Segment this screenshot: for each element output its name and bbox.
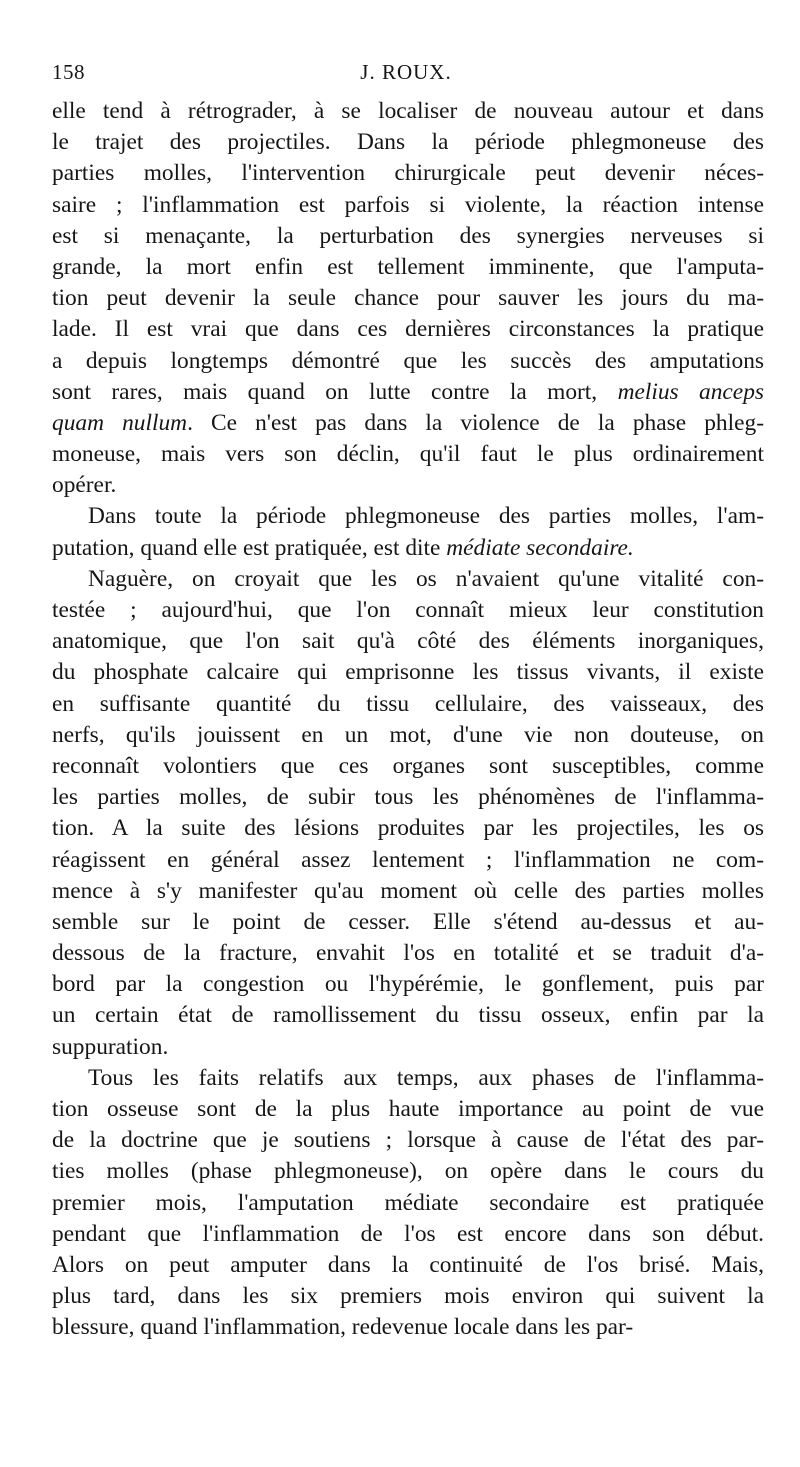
text-line	[52, 1125, 764, 1156]
page-header	[52, 60, 760, 92]
text-line	[52, 1312, 764, 1343]
text-line	[52, 626, 764, 657]
text-run: ties molles (phase phlegmoneuse), on opère dans le cours du	[52, 1158, 764, 1185]
text-line	[52, 1000, 764, 1031]
paragraph	[52, 564, 764, 1063]
text-run: . Ce n'est pas dans la violence de la phase phleg-	[187, 409, 764, 436]
text-line	[52, 845, 764, 876]
text-run: parties molles, l'intervention chirurgicale peut devenir néces-	[52, 160, 764, 187]
text-line	[52, 595, 764, 626]
text-line	[52, 439, 764, 470]
text-run: testée ; aujourd'hui, que l'on connaît mieux leur constitution	[52, 597, 764, 623]
text-line	[52, 782, 764, 813]
text-line	[52, 96, 764, 127]
text-run: grande, la mort enfin est tellement imminente, que l'amputa-	[52, 253, 764, 280]
text-run: pendant que l'inflammation de l'os est encore dans son début.	[52, 1220, 764, 1247]
text-run: sont rares, mais quand on lutte contre la mort,	[52, 378, 618, 405]
text-run: bord par la congestion ou l'hypérémie, le gonflement, puis par	[52, 971, 764, 998]
text-line	[52, 1219, 764, 1250]
text-run: un certain état de ramollissement du tissu osseux, enfin par la	[52, 1002, 764, 1029]
text-run: de la doctrine que je soutiens ; lorsque à cause de l'état des par-	[52, 1127, 764, 1154]
text-line	[52, 377, 764, 408]
text-run: anatomique, que l'on sait qu'à côté des éléments inorganiques,	[52, 628, 764, 655]
text-line	[52, 813, 764, 844]
paragraph	[52, 501, 764, 563]
text-run: putation, quand elle est pratiquée, est dite	[52, 534, 447, 561]
text-run: en suffisante quantité du tissu cellulaire, des vaisseaux, des	[52, 690, 764, 717]
text-line	[52, 1188, 764, 1219]
text-run: opérer.	[52, 472, 117, 499]
running-head: J. ROUX.	[360, 60, 452, 84]
text-line	[52, 283, 764, 314]
text-run: suppuration.	[52, 1033, 169, 1060]
paragraph	[52, 96, 764, 501]
text-run: Naguère, on croyait que les os n'avaient qu'une vitalité con-	[88, 565, 764, 592]
italic-phrase: quam nullum	[52, 409, 188, 436]
text-run: les parties molles, de subir tous les phénomènes de l'inflamma-	[52, 784, 764, 811]
text-line	[52, 1094, 764, 1125]
text-run: réagissent en général assez lentement ; l'inflammation ne com-	[52, 846, 764, 873]
text-run: tion peut devenir la seule chance pour sauver les jours du ma-	[52, 285, 764, 312]
text-line	[52, 346, 764, 377]
text-line	[52, 657, 764, 688]
text-run: moneuse, mais vers son déclin, qu'il faut le plus ordinairement	[52, 441, 764, 468]
text-run: a depuis longtemps démontré que les succès des amputations	[52, 347, 764, 374]
text-line	[52, 252, 764, 283]
text-run: premier mois, l'amputation médiate secondaire est pratiquée	[52, 1189, 764, 1216]
text-run: plus tard, dans les six premiers mois environ qui suivent la	[52, 1283, 764, 1310]
italic-phrase: médiate secondaire.	[446, 534, 634, 561]
paragraph	[52, 1063, 764, 1344]
body-text	[52, 96, 764, 1344]
text-run: nerfs, qu'ils jouissent en un mot, d'une vie non douteuse, on	[52, 721, 764, 748]
text-line	[52, 470, 764, 501]
text-run: elle tend à rétrograder, à se localiser de nouveau autour et dans	[52, 98, 764, 124]
text-line	[52, 751, 764, 782]
text-run: le trajet des projectiles. Dans la période phlegmoneuse des	[52, 129, 764, 156]
text-run: dessous de la fracture, envahit l'os en totalité et se traduit d'a-	[52, 940, 764, 967]
text-line	[52, 1032, 764, 1063]
text-run: blessure, quand l'inflammation, redevenue locale dans les par-	[52, 1314, 634, 1341]
text-line	[52, 720, 764, 751]
text-line	[52, 158, 764, 189]
text-line	[52, 408, 764, 439]
text-line	[52, 190, 764, 221]
page-number: 158	[52, 60, 85, 84]
text-run: tion osseuse sont de la plus haute importance au point de vue	[52, 1096, 764, 1122]
text-run: Tous les faits relatifs aux temps, aux phases de l'inflamma-	[88, 1064, 764, 1091]
text-line	[52, 221, 764, 252]
text-line	[52, 564, 764, 595]
text-line	[52, 314, 764, 345]
text-line	[52, 1250, 764, 1281]
text-line	[52, 1156, 764, 1187]
text-run: tion. A la suite des lésions produites par les projectiles, les os	[52, 815, 764, 842]
text-run: lade. Il est vrai que dans ces dernières circonstances la pratique	[52, 316, 764, 343]
text-line	[52, 969, 764, 1000]
text-run: est si menaçante, la perturbation des synergies nerveuses si	[52, 222, 764, 249]
text-run: Alors on peut amputer dans la continuité de l'os brisé. Mais,	[52, 1251, 764, 1278]
text-line	[52, 1281, 764, 1312]
text-run: mence à s'y manifester qu'au moment où celle des parties molles	[52, 877, 764, 904]
text-line	[52, 876, 764, 907]
text-run: saire ; l'inflammation est parfois si violente, la réaction intense	[52, 191, 764, 218]
text-line	[52, 938, 764, 969]
text-line	[52, 1063, 764, 1094]
text-line	[52, 127, 764, 158]
text-line	[52, 689, 764, 720]
text-run: Dans toute la période phlegmoneuse des parties molles, l'am-	[88, 503, 764, 530]
text-run: du phosphate calcaire qui emprisonne les tissus vivants, il existe	[52, 659, 764, 686]
text-line	[52, 501, 764, 532]
text-run: reconnaît volontiers que ces organes sont susceptibles, comme	[52, 752, 764, 779]
text-run: semble sur le point de cesser. Elle s'étend au-dessus et au-	[52, 908, 764, 935]
italic-phrase: melius anceps	[617, 378, 764, 405]
text-line	[52, 533, 764, 564]
text-line	[52, 907, 764, 938]
